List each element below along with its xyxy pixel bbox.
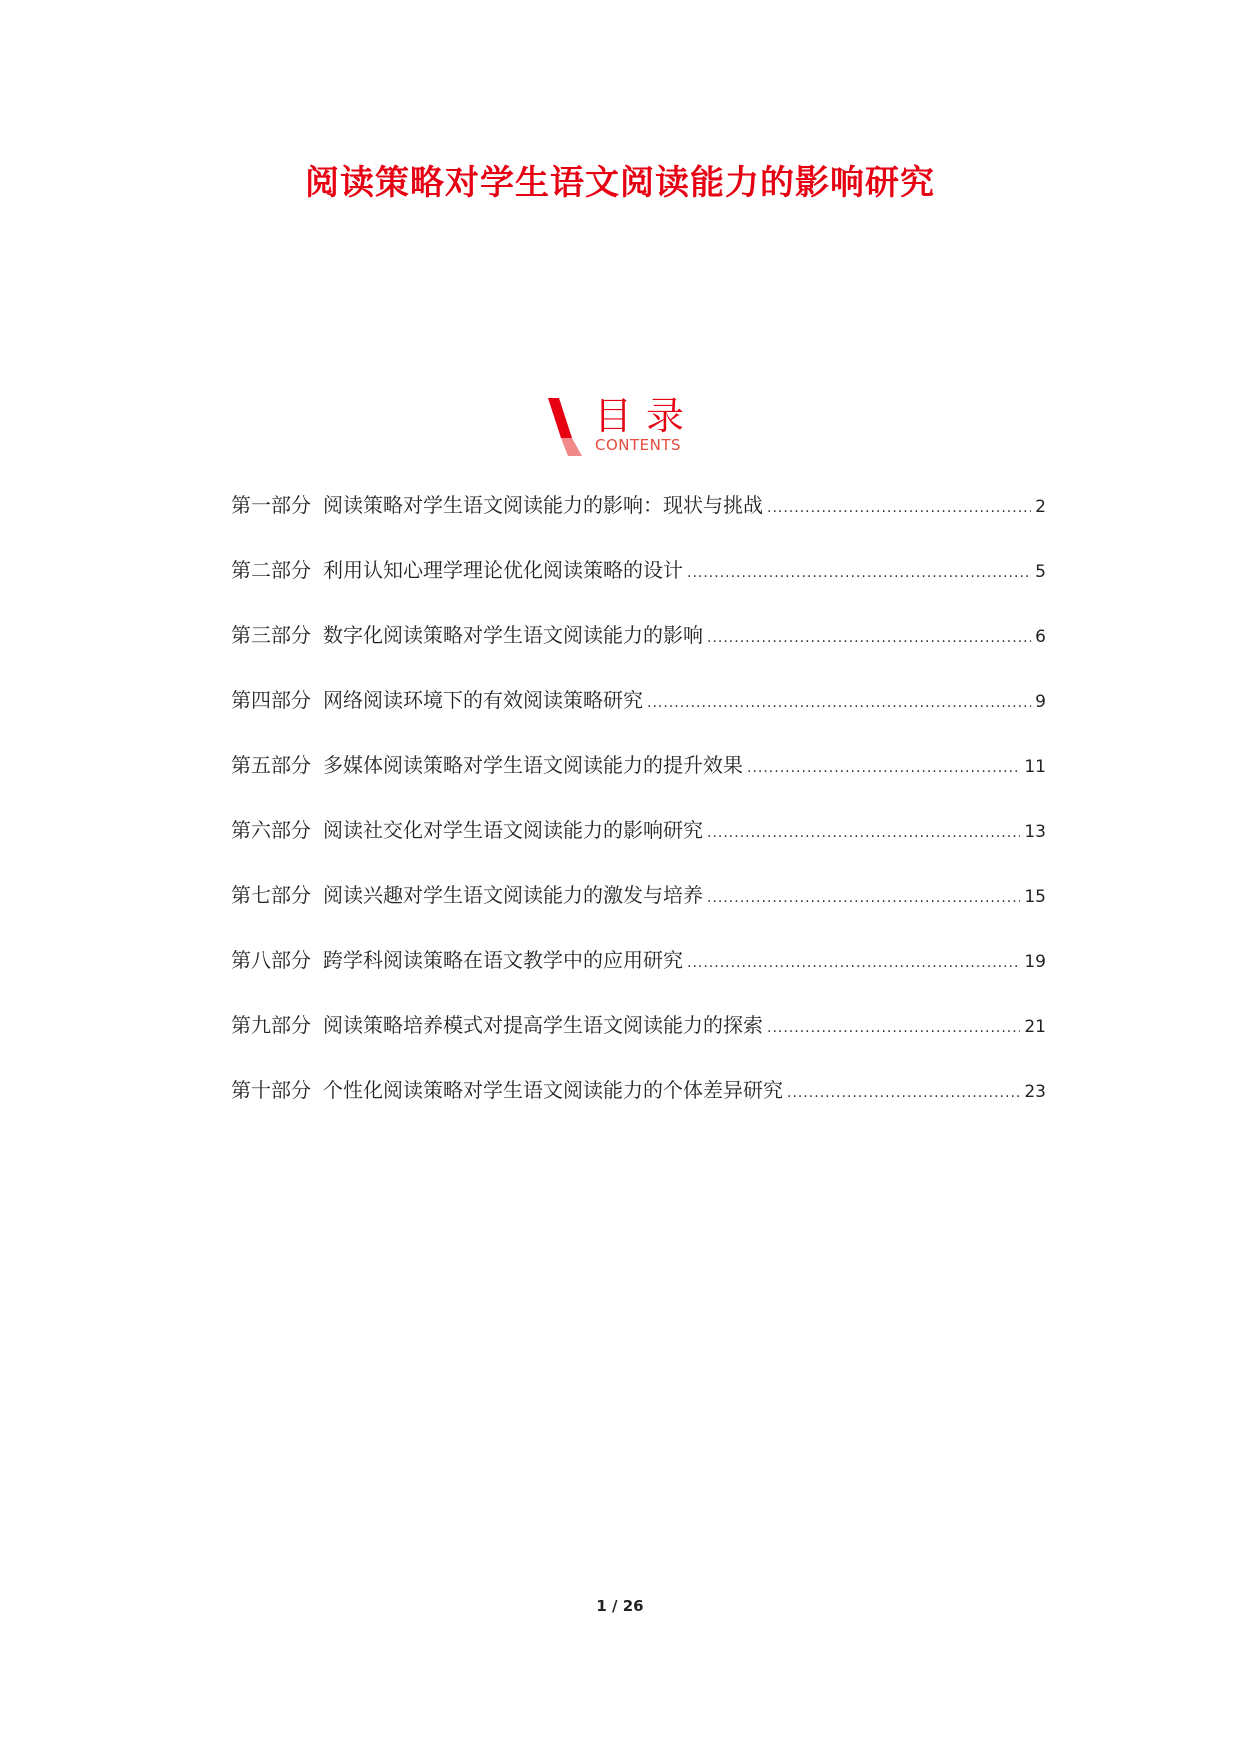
toc-entry-title: 阅读兴趣对学生语文阅读能力的激发与培养 <box>323 883 703 907</box>
toc-part-label: 第七部分 <box>231 883 311 907</box>
toc-dot-leader <box>747 753 1020 783</box>
toc-item[interactable] <box>231 880 1046 945</box>
page-number-footer: 1 / 26 <box>596 1597 644 1615</box>
toc-page-number: 13 <box>1024 822 1046 842</box>
toc-item[interactable] <box>231 750 1046 815</box>
toc-entry-title: 个性化阅读策略对学生语文阅读能力的个体差异研究 <box>323 1078 783 1102</box>
toc-entry-title: 网络阅读环境下的有效阅读策略研究 <box>323 688 643 712</box>
toc-dot-leader <box>767 493 1031 523</box>
toc-page-number: 11 <box>1024 757 1046 777</box>
toc-dot-leader <box>767 1013 1020 1043</box>
toc-item[interactable] <box>231 685 1046 750</box>
toc-page-number: 2 <box>1035 497 1046 517</box>
toc-part-label: 第十部分 <box>231 1078 311 1102</box>
toc-entry-title: 阅读社交化对学生语文阅读能力的影响研究 <box>323 818 703 842</box>
toc-entry-title: 跨学科阅读策略在语文教学中的应用研究 <box>323 948 683 972</box>
toc-part-label: 第六部分 <box>231 818 311 842</box>
toc-dot-leader <box>707 883 1020 913</box>
toc-page-number: 19 <box>1024 952 1046 972</box>
toc-entry-title: 利用认知心理学理论优化阅读策略的设计 <box>323 558 683 582</box>
toc-item[interactable] <box>231 490 1046 555</box>
toc-part-label: 第五部分 <box>231 753 311 777</box>
toc-page-number: 15 <box>1024 887 1046 907</box>
toc-page-number: 23 <box>1024 1082 1046 1102</box>
toc-heading <box>548 394 748 458</box>
toc-dot-leader <box>707 623 1031 653</box>
toc-entry-title: 阅读策略培养模式对提高学生语文阅读能力的探索 <box>323 1013 763 1037</box>
toc-part-label: 第九部分 <box>231 1013 311 1037</box>
toc-page-number: 6 <box>1035 627 1046 647</box>
toc-part-label: 第三部分 <box>231 623 311 647</box>
toc-dot-leader <box>787 1078 1020 1108</box>
toc-page-number: 9 <box>1035 692 1046 712</box>
toc-item[interactable] <box>231 620 1046 685</box>
document-title: 阅读策略对学生语文阅读能力的影响研究 <box>305 163 935 203</box>
toc-part-label: 第八部分 <box>231 948 311 972</box>
toc-item[interactable] <box>231 945 1046 1010</box>
toc-item[interactable] <box>231 1075 1046 1140</box>
toc-dot-leader <box>687 948 1020 978</box>
toc-mark-icon <box>548 398 582 456</box>
toc-heading-en: CONTENTS <box>595 436 682 454</box>
toc-entry-title: 阅读策略对学生语文阅读能力的影响：现状与挑战 <box>323 493 763 517</box>
toc-page-number: 21 <box>1024 1017 1046 1037</box>
toc-dot-leader <box>687 558 1031 588</box>
toc-part-label: 第一部分 <box>231 493 311 517</box>
toc-heading-zh: 目录 <box>594 394 699 438</box>
toc-entry-title: 多媒体阅读策略对学生语文阅读能力的提升效果 <box>323 753 743 777</box>
toc-part-label: 第二部分 <box>231 558 311 582</box>
toc-list <box>231 490 1046 1140</box>
toc-item[interactable] <box>231 815 1046 880</box>
toc-entry-title: 数字化阅读策略对学生语文阅读能力的影响 <box>323 623 703 647</box>
toc-dot-leader <box>647 688 1031 718</box>
toc-part-label: 第四部分 <box>231 688 311 712</box>
toc-dot-leader <box>707 818 1020 848</box>
toc-item[interactable] <box>231 555 1046 620</box>
toc-page-number: 5 <box>1035 562 1046 582</box>
toc-item[interactable] <box>231 1010 1046 1075</box>
